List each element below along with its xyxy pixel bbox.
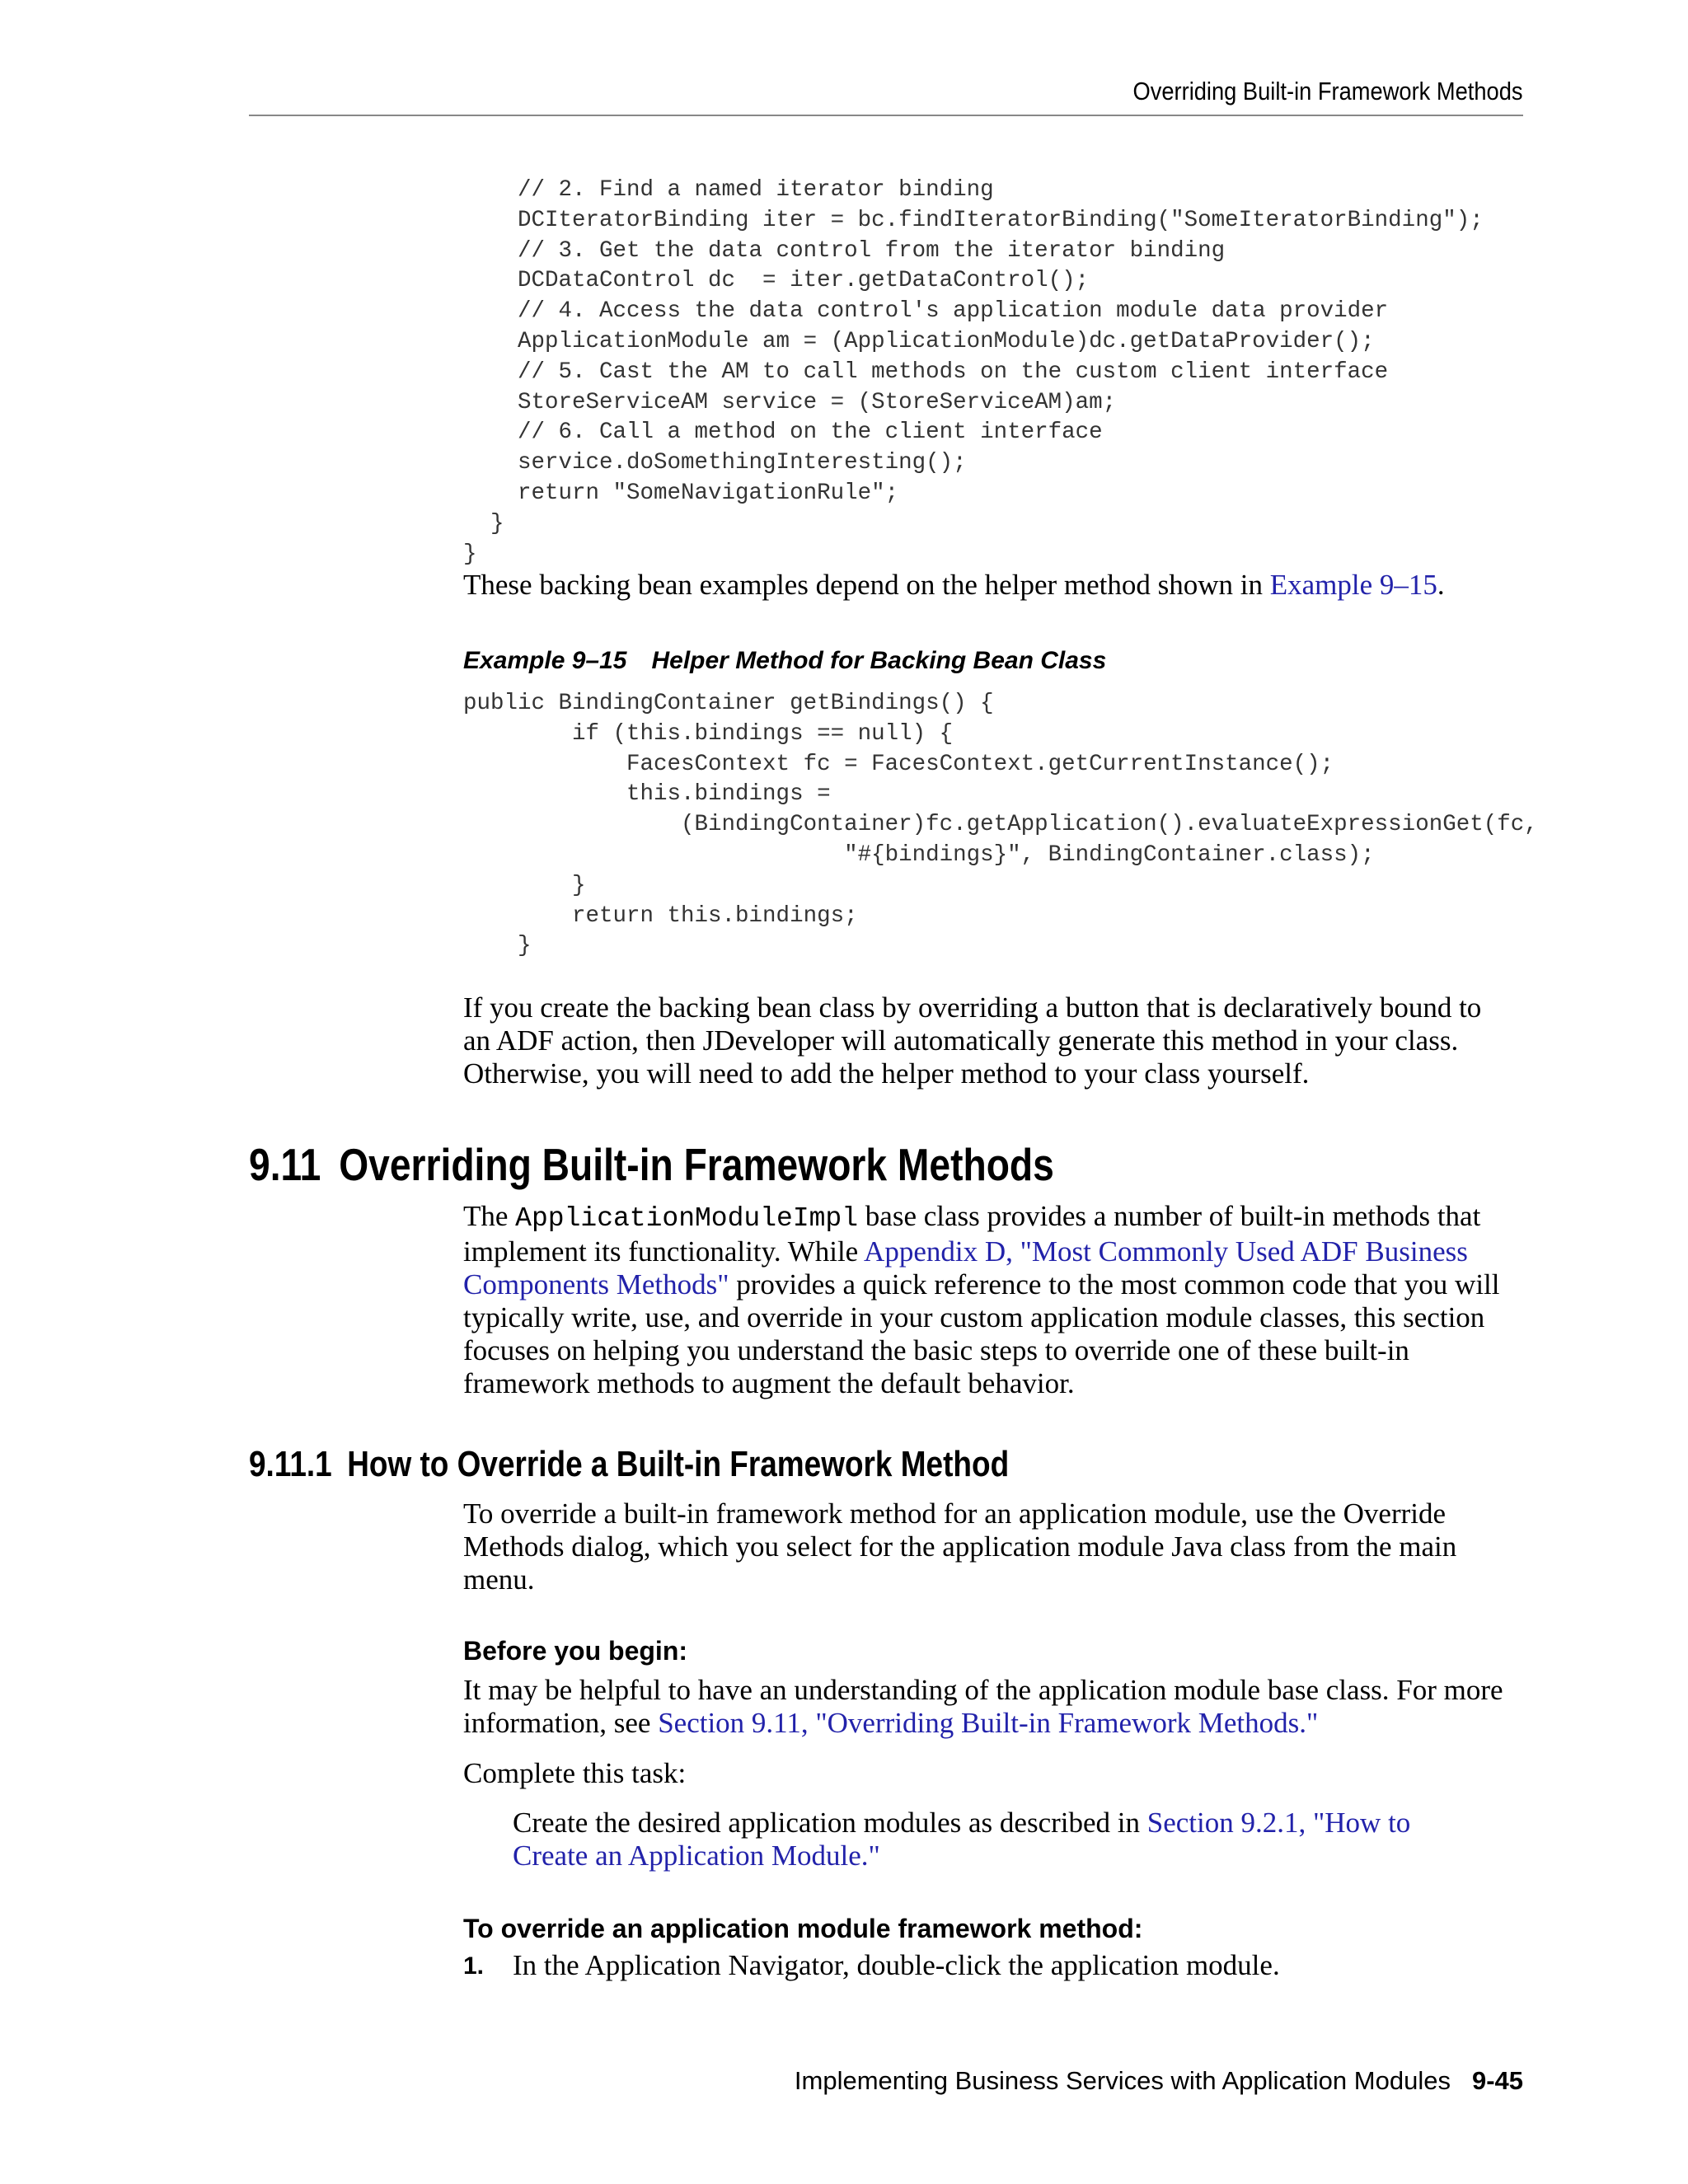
helper-end: .	[1437, 569, 1445, 601]
page-footer	[795, 2066, 1523, 2096]
helper-text: These backing bean examples depend on the helper method shown in	[463, 569, 1270, 601]
task-paragraph	[513, 1807, 1485, 1872]
code-listing-top: // 2. Find a named iterator binding DCIteratorBinding iter = bc.findIteratorBinding("SomeIteratorBinding"); // 3. Get the data control from the iterator binding DCDataControl dc = iter.getDataControl(); // 4. Access the data control's application module data provider ApplicationModule am = (ApplicationModule)dc.getDataProvider(); // 5. Cast the AM to call methods on the custom client interface StoreServiceAM service = (StoreServiceAM)am; // 6. Call a method on the client interface service.doSomethingInteresting(); return "SomeNavigationRule"; } }	[463, 177, 1484, 567]
example-title	[463, 647, 1106, 675]
task-text: Create the desired application modules as described in	[513, 1807, 1147, 1839]
section-9-2-1-link[interactable]: Section 9.2.1, "How to Create an Application Module."	[513, 1807, 1411, 1872]
before-paragraph	[463, 1674, 1510, 1740]
example-9-15-link[interactable]: Example 9–15	[1269, 569, 1437, 601]
intro-text-a: base class provides a number of built-in methods that implement its functionality. While	[463, 1200, 1481, 1268]
section-title: Overriding Built-in Framework Methods	[339, 1139, 1054, 1190]
subsection-intro-text: To override a built-in framework method for an application module, use the Override Methods dialog, which you select for the application module Java class from the main menu.	[463, 1497, 1457, 1596]
create-paragraph	[463, 991, 1510, 1090]
before-you-begin-label: Before you begin:	[463, 1636, 688, 1666]
subsection-number: 9.11.1	[249, 1444, 332, 1484]
section-heading	[249, 1138, 1054, 1191]
running-header: Overriding Built-in Framework Methods	[1132, 77, 1523, 105]
page-number: 9-45	[1471, 2066, 1523, 2095]
subsection-title: How to Override a Built-in Framework Method	[347, 1444, 1010, 1484]
example-caption: Helper Method for Backing Bean Class	[651, 647, 1107, 674]
example-number: Example 9–15	[463, 647, 627, 674]
section-number: 9.11	[249, 1139, 321, 1190]
header-rule	[249, 115, 1523, 116]
step-1-number: 1.	[463, 1952, 485, 1980]
example-code: public BindingContainer getBindings() { if (this.bindings == null) { FacesContext fc = FacesContext.getCurrentInstance(); this.bindings = (BindingContainer)fc.getApplication().evaluateExpressionGet(fc, "#{bindings}", BindingContainer.class); } return this.bindings; }	[463, 691, 1538, 959]
subsection-intro	[463, 1497, 1510, 1596]
footer-chapter: Implementing Business Services with Application Modules	[794, 2066, 1451, 2095]
complete-task-line: Complete this task:	[463, 1757, 687, 1789]
section-intro	[463, 1200, 1510, 1400]
intro-text-b: provides a quick reference to the most common code that you will typically write, use, and override in your custom application module classes, this section focuses on helping you understand the basic steps to override one of these built-in framework methods to augment the default behavior.	[463, 1268, 1500, 1399]
section-9-11-link[interactable]: Section 9.11, "Overriding Built-in Framework Methods."	[658, 1707, 1319, 1739]
step-1-text: In the Application Navigator, double-click the application module.	[513, 1949, 1280, 1981]
intro-the: The	[463, 1200, 516, 1232]
before-text: It may be helpful to have an understanding of the application module base class. For more information, see	[463, 1674, 1503, 1739]
subsection-heading	[249, 1444, 1009, 1485]
intro-classname: ApplicationModuleImpl	[515, 1203, 859, 1234]
helper-paragraph	[463, 569, 1510, 602]
appendix-d-link[interactable]: Appendix D, "Most Commonly Used ADF Business Components Methods"	[463, 1235, 1468, 1301]
create-paragraph-text: If you create the backing bean class by overriding a button that is declaratively bound to an ADF action, then JDeveloper will automatically generate this method in your class. Otherwise, you will need to add the helper method to your class yourself.	[463, 991, 1482, 1090]
procedure-label: To override an application module framework method:	[463, 1914, 1143, 1943]
